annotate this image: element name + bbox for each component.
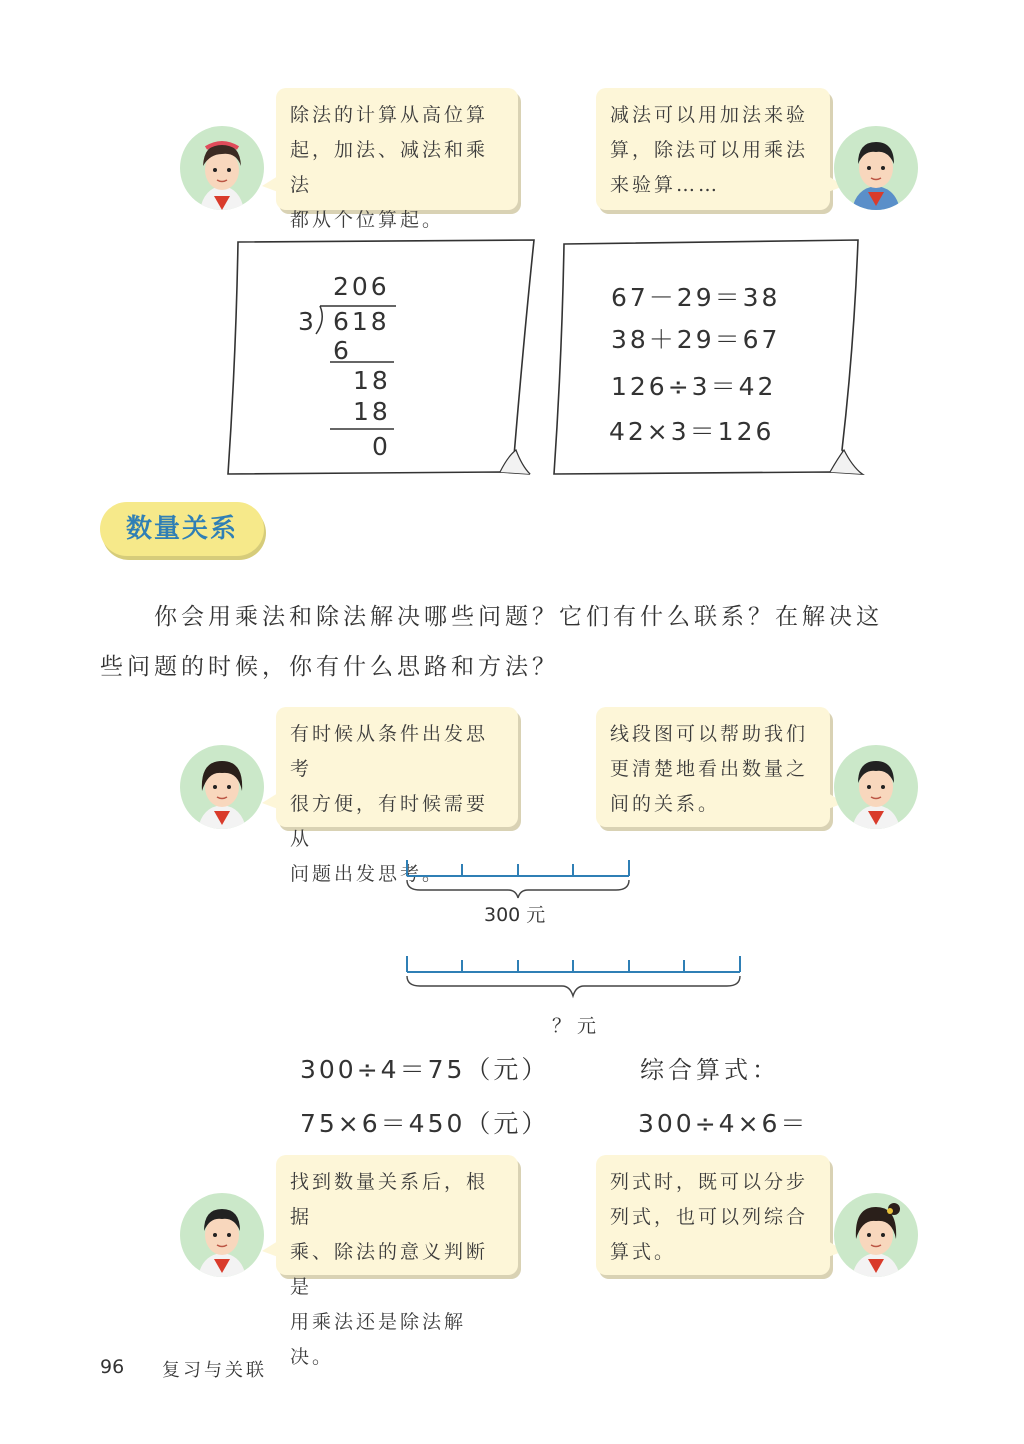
division-step-2: 18 <box>353 366 391 395</box>
speech-bubble-4 <box>596 707 830 827</box>
section-title: 数量关系 <box>100 502 264 556</box>
avatar-girl-2 <box>180 745 264 829</box>
bubble-line: 很方便，有时候需要从 <box>290 793 489 850</box>
avatar-girl-3 <box>834 1193 918 1277</box>
avatar-boy-1 <box>834 126 918 210</box>
speech-bubble-6 <box>596 1155 830 1275</box>
divisor: 3 <box>298 307 317 336</box>
bubble-line: 都从个位算起。 <box>290 209 445 231</box>
combined-formula: 300÷4×6＝ <box>638 1109 809 1138</box>
avatar-girl-1 <box>180 126 264 210</box>
bubble-line: 除法的计算从高位算 <box>290 104 489 126</box>
combined-label: 综合算式： <box>640 1056 780 1084</box>
bubble-line: 问题出发思考。 <box>290 863 445 885</box>
division-step-1: 6 <box>333 336 352 365</box>
bubble-line: 用乘法还是除法解决。 <box>290 1311 467 1368</box>
bubble-line: 乘、除法的意义判断是 <box>290 1241 489 1298</box>
paragraph-line-2: 些问题的时候，你有什么思路和方法？ <box>100 654 559 680</box>
question-paragraph <box>100 592 940 692</box>
check-equation: 42×3＝126 <box>609 417 775 446</box>
remainder: 0 <box>372 432 391 461</box>
bubble-line: 更清楚地看出数量之 <box>610 758 809 780</box>
speech-bubble-5 <box>276 1155 518 1368</box>
check-equation: 126÷3＝42 <box>611 372 777 401</box>
dividend: 618 <box>333 307 390 336</box>
bubble-line: 来验算…… <box>610 174 721 196</box>
speech-bubble-3 <box>276 707 518 885</box>
speech-bubble-2 <box>596 88 830 210</box>
bubble-line: 线段图可以帮助我们 <box>610 723 809 745</box>
avatar-boy-3 <box>180 1193 264 1277</box>
step-equation-1: 300÷4＝75（元） <box>300 1055 550 1084</box>
bubble-line: 列式时，既可以分步 <box>610 1171 809 1193</box>
step-equation-2: 75×6＝450（元） <box>300 1109 550 1138</box>
division-bracket <box>310 300 400 435</box>
bubble-line: 起，加法、减法和乘法 <box>290 139 489 196</box>
bubble-line: 找到数量关系后，根据 <box>290 1171 489 1228</box>
page-number: 96 <box>100 1356 125 1378</box>
bubble-line: 有时候从条件出发思考 <box>290 723 489 780</box>
chapter-title: 复习与关联 <box>162 1360 267 1381</box>
bubble-line: 减法可以用加法来验 <box>610 104 809 126</box>
segment-label-bottom: ？ 元 <box>552 1015 597 1037</box>
avatar-boy-2 <box>834 745 918 829</box>
paragraph-line-1: 你会用乘法和除法解决哪些问题？它们有什么联系？在解决这 <box>154 604 883 630</box>
bubble-line: 列式，也可以列综合 <box>610 1206 809 1228</box>
quotient: 206 <box>333 272 390 301</box>
check-equation: 67－29＝38 <box>611 283 781 312</box>
bubble-line: 算，除法可以用乘法 <box>610 139 809 161</box>
division-step-3: 18 <box>353 397 391 426</box>
segment-label-top: 300 元 <box>484 904 546 926</box>
speech-bubble-1 <box>276 88 518 231</box>
bubble-line: 间的关系。 <box>610 793 721 815</box>
check-equation: 38＋29＝67 <box>611 325 781 354</box>
bubble-line: 算式。 <box>610 1241 677 1263</box>
